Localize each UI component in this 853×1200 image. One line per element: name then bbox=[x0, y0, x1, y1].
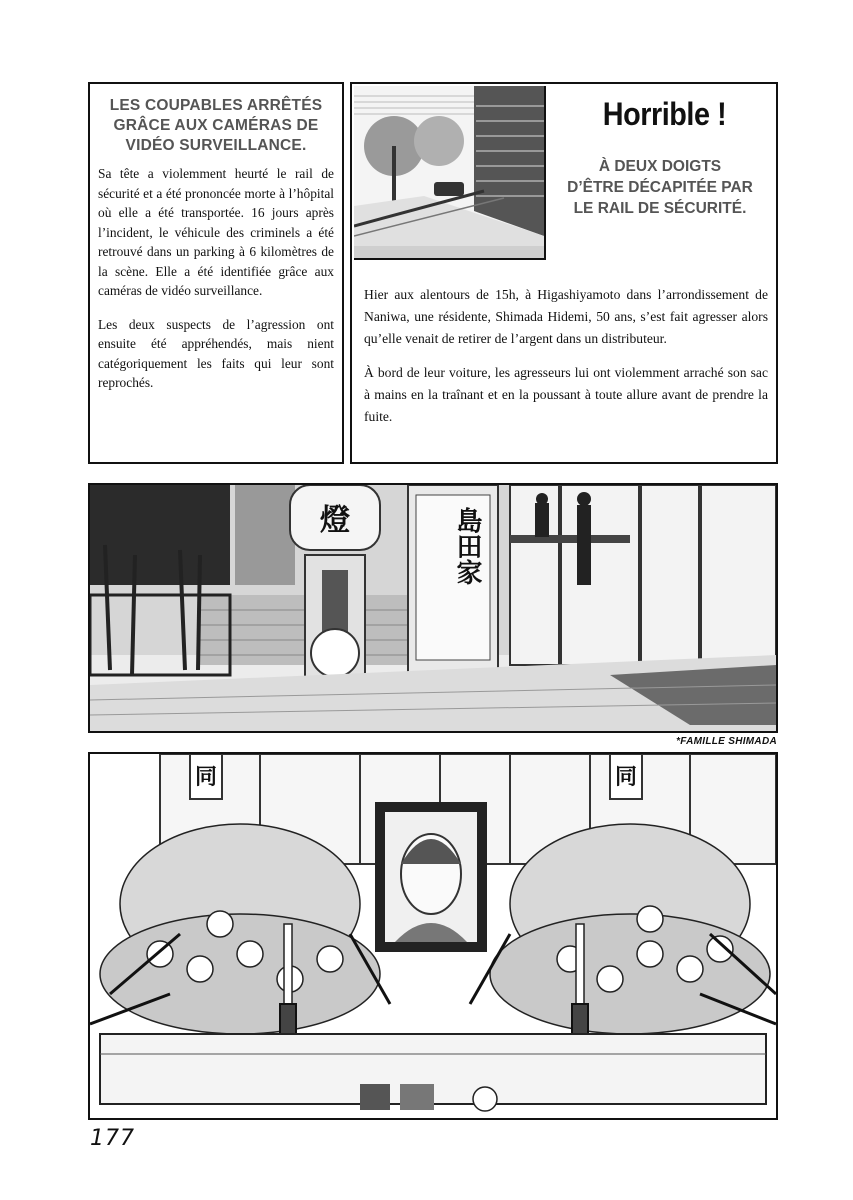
article-left-headline bbox=[98, 96, 334, 156]
altar-scene-panel bbox=[88, 752, 778, 1120]
lantern-kanji: 燈 bbox=[320, 503, 350, 538]
article-left-paragraph: Sa tête a violemment heurté le rail de sécurité et a été prononcée morte à l’hôpital où elle a été transportée. 16 jours après l’incident, le véhicule des criminels a été retrouvé dans un parking à 6 kilomètres de la scène. Elle a été identifiée grâce aux caméras de vidéo surveillance. bbox=[98, 166, 334, 298]
scene-caption: *FAMILLE SHIMADA bbox=[676, 736, 777, 747]
article-left-paragraph: Les deux suspects de l’agression ont ensuite été appréhendés, mais nient catégoriquement les faits qui leur sont reprochés. bbox=[98, 316, 334, 390]
article-right-paragraph: À bord de leur voiture, les agresseurs lui ont violemment arraché son sac à mains en la traînant et en la poussant à toute allure avant de prendre la fuite. bbox=[364, 365, 768, 424]
entrance-scene-panel bbox=[88, 483, 778, 733]
article-panel-right bbox=[350, 82, 778, 464]
headline-line: LES COUPABLES ARRÊTÉS bbox=[109, 97, 323, 114]
scene-photo bbox=[354, 86, 546, 260]
banner-kanji-right: 同 bbox=[614, 764, 637, 790]
article-right-body bbox=[364, 284, 768, 440]
subhead-line: À DEUX DOIGTS bbox=[598, 158, 722, 175]
article-panel-left bbox=[88, 82, 344, 464]
article-right-headline: Horrible ! bbox=[602, 96, 727, 132]
article-right-paragraph: Hier aux alentours de 15h, à Higashiyamoto dans l’arrondissement de Naniwa, une résidente, Shimada Hidemi, 50 ans, s’est fait agresser alors qu’elle venait de retirer de l’argent dans un distributeur. bbox=[364, 287, 768, 346]
headline-line: GRÂCE AUX CAMÉRAS DE bbox=[113, 117, 319, 134]
article-right-subhead bbox=[544, 156, 776, 219]
family-sign-text: 島田家 bbox=[452, 507, 482, 585]
banner-kanji-left: 同 bbox=[194, 764, 217, 790]
headline-line: VIDÉO SURVEILLANCE. bbox=[125, 137, 307, 154]
page-number: 177 bbox=[90, 1126, 135, 1151]
subhead-line: D’ÊTRE DÉCAPITÉE PAR bbox=[567, 179, 753, 196]
subhead-line: LE RAIL DE SÉCURITÉ. bbox=[573, 200, 747, 217]
